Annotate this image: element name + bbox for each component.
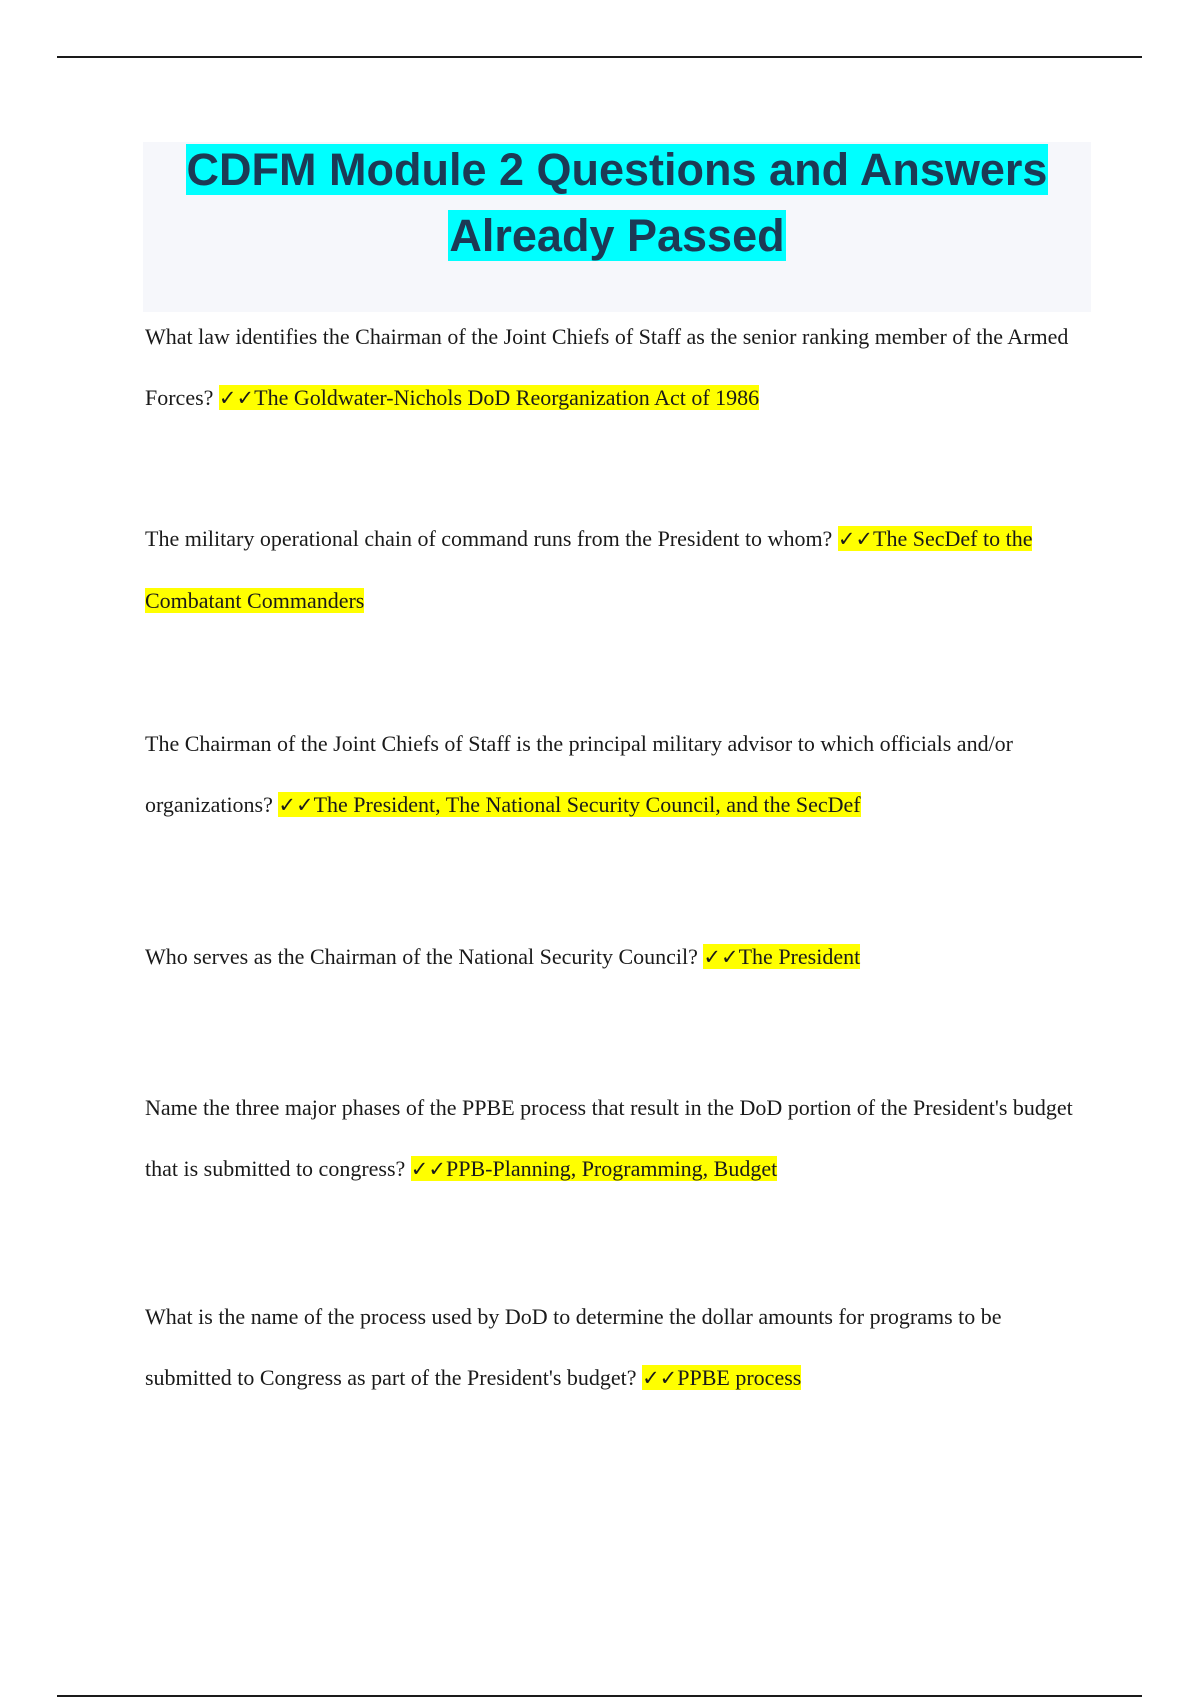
footer-rule — [57, 1695, 1142, 1697]
answer-text: The Goldwater-Nichols DoD Reorganization Act of 1986 — [254, 385, 760, 410]
qa-item-4 — [145, 926, 1090, 988]
qa-item-3 — [145, 713, 1090, 836]
qa-item-5 — [145, 1077, 1090, 1200]
answer-highlight — [219, 385, 759, 410]
question-text: Who serves as the Chairman of the National Security Council? — [145, 944, 704, 969]
qa-item-2 — [145, 508, 1090, 631]
answer-text: PPB-Planning, Programming, Budget — [446, 1156, 778, 1181]
question-text: Name the three major phases of the PPBE process that result in the DoD portion of the President's budget that is submitted to congress? — [145, 1095, 1073, 1181]
check-mark-icon: ✓✓ — [837, 527, 874, 551]
qa-list — [145, 306, 1090, 1409]
header-rule — [57, 56, 1142, 58]
question-text: What is the name of the process used by DoD to determine the dollar amounts for programs to be submitted to Congress as part of the President's budget? — [145, 1304, 1002, 1390]
page-title-line-2: Already Passed — [449, 210, 785, 261]
page-title-line-1: CDFM Module 2 Questions and Answers — [186, 144, 1048, 195]
check-mark-icon: ✓✓ — [278, 793, 314, 817]
question-text: The military operational chain of command runs from the President to whom? — [145, 526, 838, 551]
answer-highlight — [642, 1365, 801, 1390]
qa-item-6 — [145, 1286, 1090, 1409]
title-block — [143, 142, 1091, 312]
question-text: The Chairman of the Joint Chiefs of Staff is the principal military advisor to which officials and/or organizations? — [145, 731, 1014, 817]
answer-highlight — [278, 792, 860, 817]
answer-text: The SecDef to the Combatant Commanders — [145, 526, 1033, 613]
answer-text: The President — [738, 944, 861, 969]
check-mark-icon: ✓✓ — [703, 945, 739, 969]
answer-text: The President, The National Security Council, and the SecDef — [313, 792, 861, 817]
answer-highlight — [411, 1156, 777, 1181]
question-text: What law identifies the Chairman of the Joint Chiefs of Staff as the senior ranking member of the Armed Forces? — [145, 324, 1069, 410]
check-mark-icon: ✓✓ — [218, 386, 255, 410]
qa-item-1 — [145, 306, 1090, 429]
answer-text: PPBE process — [677, 1365, 802, 1390]
answer-highlight — [703, 944, 860, 969]
check-mark-icon: ✓✓ — [410, 1157, 446, 1181]
check-mark-icon: ✓✓ — [642, 1366, 678, 1390]
